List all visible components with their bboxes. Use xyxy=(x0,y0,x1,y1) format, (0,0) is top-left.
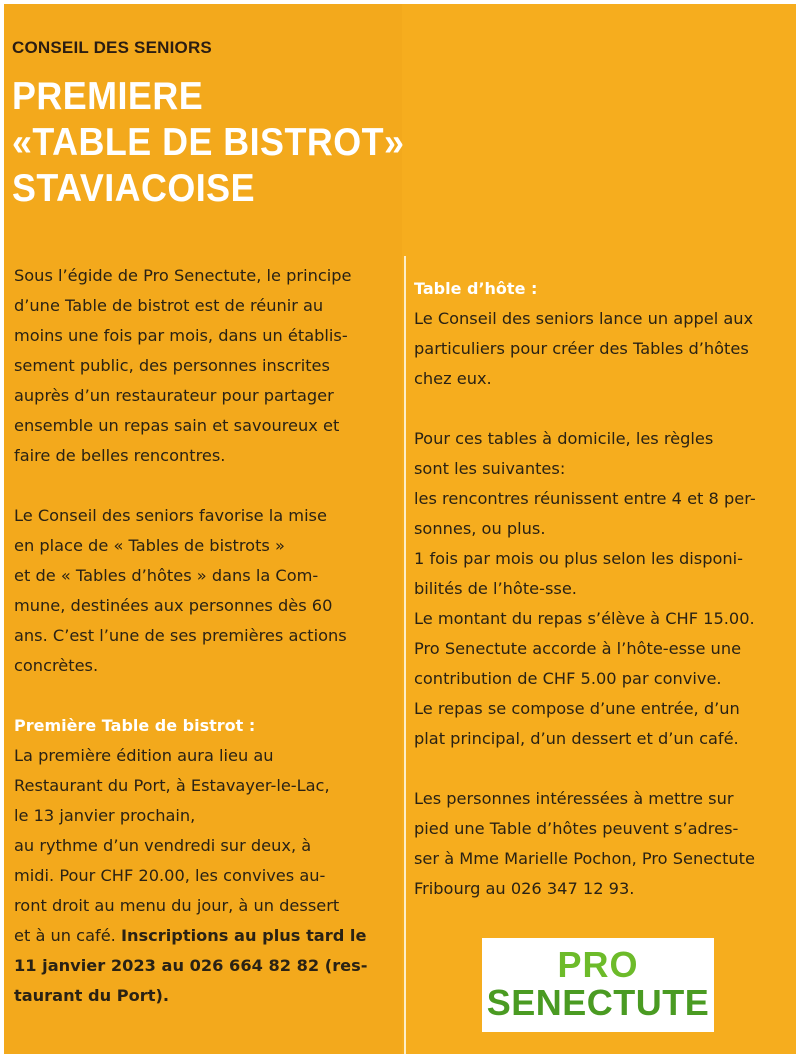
headline-line: PREMIERE xyxy=(12,75,204,118)
left-column-text xyxy=(14,261,397,1011)
kicker: CONSEIL DES SENIORS xyxy=(12,38,212,57)
logo-line-pro: PRO xyxy=(557,944,639,985)
logo-line-senectute: SENECTUTE xyxy=(486,982,710,1023)
article-page xyxy=(4,4,796,1054)
council-paragraph: Le Conseil des seniors favorise la mise en place de « Tables de bistrots » et de « Tables d’hôtes » dans la Com- mune, destinées aux personnes dès 60 ans. C’est l’une de ses premières actions concrètes. xyxy=(14,506,347,675)
headline-line: «TABLE DE BISTROT» xyxy=(12,121,405,164)
table-hote-intro: Le Conseil des seniors lance un appel aux particuliers pour créer des Tables d’hôtes chez eux. xyxy=(414,309,754,388)
table-hote-subhead: Table d’hôte : xyxy=(414,279,538,298)
right-column-text xyxy=(414,274,790,904)
first-bistrot-paragraph: La première édition aura lieu au Restaurant du Port, à Estavayer-le-Lac, le 13 janvier prochain, au rythme d’un vendredi sur deux, à midi. Pour CHF 20.00, les convives au- ront droit au menu du jour, à un dessert et à un café. Inscriptions au plus tard le 11 janvier 2023 au 026 664 82 82 (res- taurant du Port). xyxy=(14,741,397,1011)
registration-phone: 11 janvier 2023 au 026 664 82 82 (res- xyxy=(14,956,368,975)
headline xyxy=(12,74,404,212)
registration-deadline: Inscriptions au plus tard le xyxy=(120,926,367,945)
pro-senectute-logo xyxy=(482,938,714,1032)
table-hote-rules: Pour ces tables à domicile, les règles sont les suivantes: les rencontres réunissent entre 4 et 8 per- sonnes, ou plus. 1 fois par mois ou plus selon les disponi- bilités de l’hôte-sse. Le montant du repas s’élève à CHF 15.00. Pro Senectute accorde à l’hôte-esse une contribution de CHF 5.00 par convive. Le repas se compose d’une entrée, d’un plat principal, d’un dessert et d’un café. xyxy=(414,429,756,748)
intro-paragraph: Sous l’égide de Pro Senectute, le principe d’une Table de bistrot est de réunir au moins une fois par mois, dans un établis- sement public, des personnes inscrites auprès d’un restaurateur pour partager ensemble un repas sain et savoureux et faire de belles rencontres. xyxy=(14,266,352,465)
first-bistrot-subhead: Première Table de bistrot : xyxy=(14,716,256,735)
column-divider xyxy=(404,256,406,1054)
table-hote-contact: Les personnes intéressées à mettre sur pied une Table d’hôtes peuvent s’adres- ser à Mme Marielle Pochon, Pro Senectute Fribourg au 026 347 12 93. xyxy=(414,789,755,898)
headline-line: STAVIACOISE xyxy=(12,167,255,210)
